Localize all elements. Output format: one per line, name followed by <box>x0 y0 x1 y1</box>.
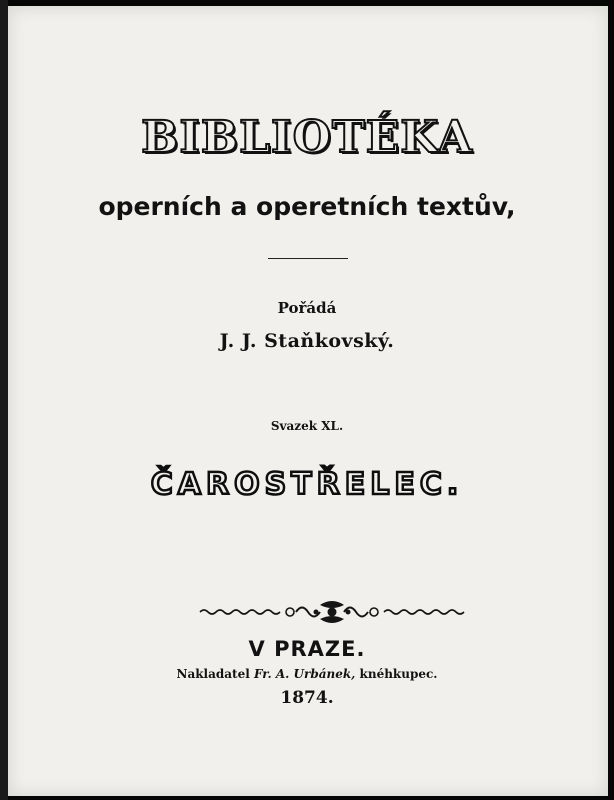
page-title: BIBLIOTÉKA <box>141 112 473 163</box>
work-title: ČAROSTŘELEC. <box>150 467 464 502</box>
decorative-flourish-icon <box>198 597 466 627</box>
divider-line <box>268 258 348 259</box>
editor-name: J. J. Staňkovský. <box>219 330 395 352</box>
page-subtitle: operních a operetních textův, <box>98 192 516 221</box>
editor-label: Pořádá <box>277 299 337 317</box>
publisher-prefix: Nakladatel <box>176 667 250 681</box>
publisher-suffix: knéhkupec. <box>359 667 438 681</box>
publisher-name: Fr. A. Urbánek, <box>253 667 356 681</box>
volume-number: Svazek XL. <box>270 419 344 433</box>
publication-city: V PRAZE. <box>248 637 366 661</box>
publication-year: 1874. <box>280 688 334 708</box>
publisher-line <box>0 667 614 681</box>
